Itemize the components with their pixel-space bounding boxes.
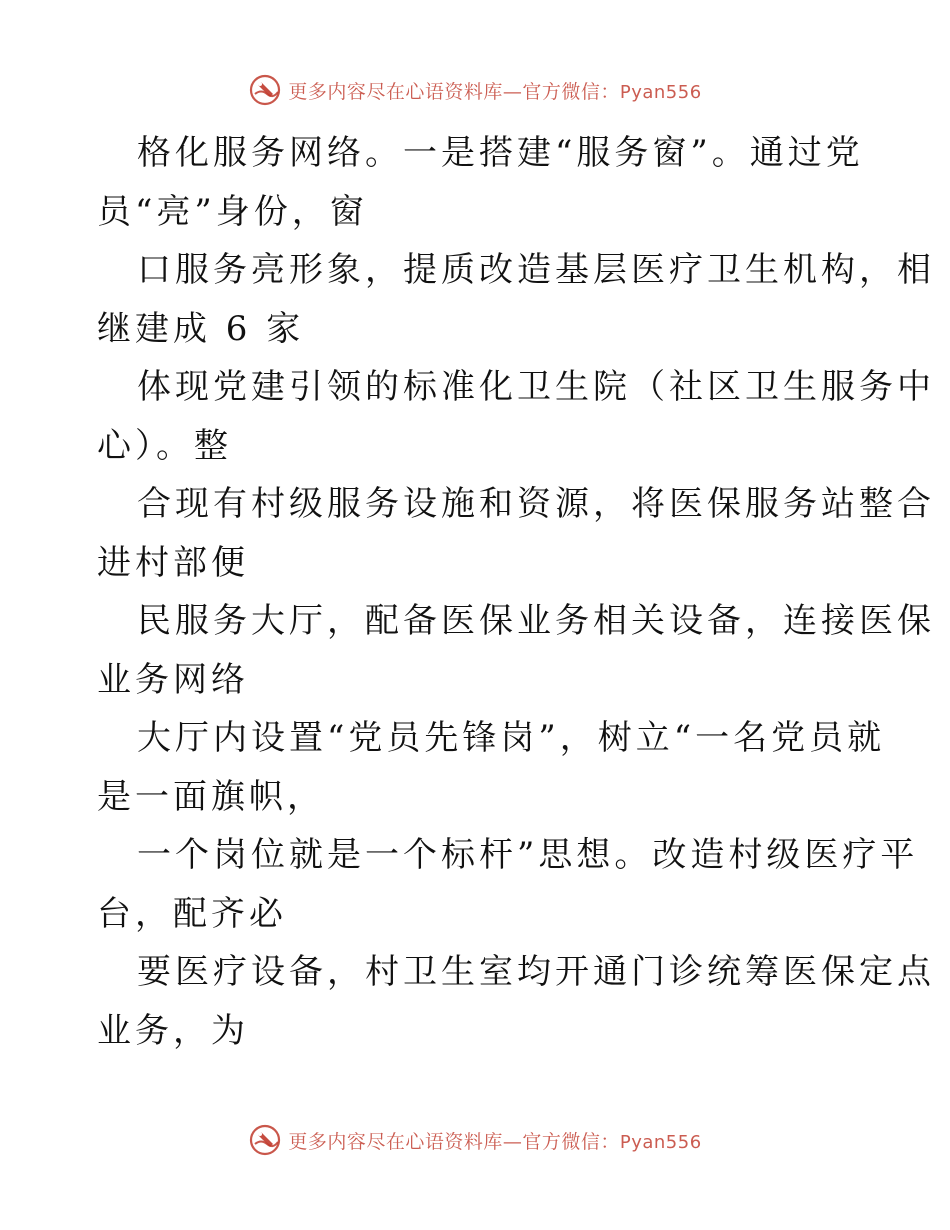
text-line: 一个岗位就是一个标杆”思想。改造村级医疗平 <box>137 835 919 875</box>
document-body <box>97 124 935 1060</box>
watermark-prefix: 更多内容尽在心语资料库— <box>288 1130 523 1153</box>
text-line: 民服务大厅，配备医保业务相关设备，连接医保 <box>137 601 935 641</box>
watermark-wechat-id: Pyan556 <box>619 1131 702 1153</box>
book-pen-logo-icon <box>248 1123 282 1157</box>
text-line: 进村部便 <box>97 542 249 583</box>
text-line: 台，配齐必 <box>97 893 287 934</box>
text-line: 体现党建引领的标准化卫生院（社区卫生服务中 <box>137 367 935 407</box>
text-line: 业务网络 <box>97 659 249 700</box>
text-line: 大厅内设置“党员先锋岗”，树立“一名党员就 <box>137 718 886 758</box>
watermark-text <box>288 1127 701 1154</box>
book-pen-logo-icon <box>248 73 282 107</box>
watermark-wechat-id: Pyan556 <box>619 81 702 103</box>
watermark-text <box>288 77 701 104</box>
text-line: 心）。整 <box>97 425 232 466</box>
header-watermark <box>0 72 950 108</box>
footer-watermark <box>0 1122 950 1158</box>
text-line: 业务，为 <box>97 1010 249 1051</box>
text-line: 合现有村级服务设施和资源，将医保服务站整合 <box>137 484 935 524</box>
watermark-wechat-label: 官方微信： <box>522 1130 620 1153</box>
text-line: 是一面旗帜， <box>97 776 325 817</box>
text-line: 格化服务网络。一是搭建“服务窗”。通过党 <box>137 133 864 173</box>
text-line: 继建成 6 家 <box>97 308 305 349</box>
watermark-wechat-label: 官方微信： <box>522 80 620 103</box>
watermark-prefix: 更多内容尽在心语资料库— <box>288 80 523 103</box>
text-line: 员“亮”身份，窗 <box>97 191 368 232</box>
text-line: 要医疗设备，村卫生室均开通门诊统筹医保定点 <box>137 952 935 992</box>
text-line: 口服务亮形象，提质改造基层医疗卫生机构，相 <box>137 250 935 290</box>
